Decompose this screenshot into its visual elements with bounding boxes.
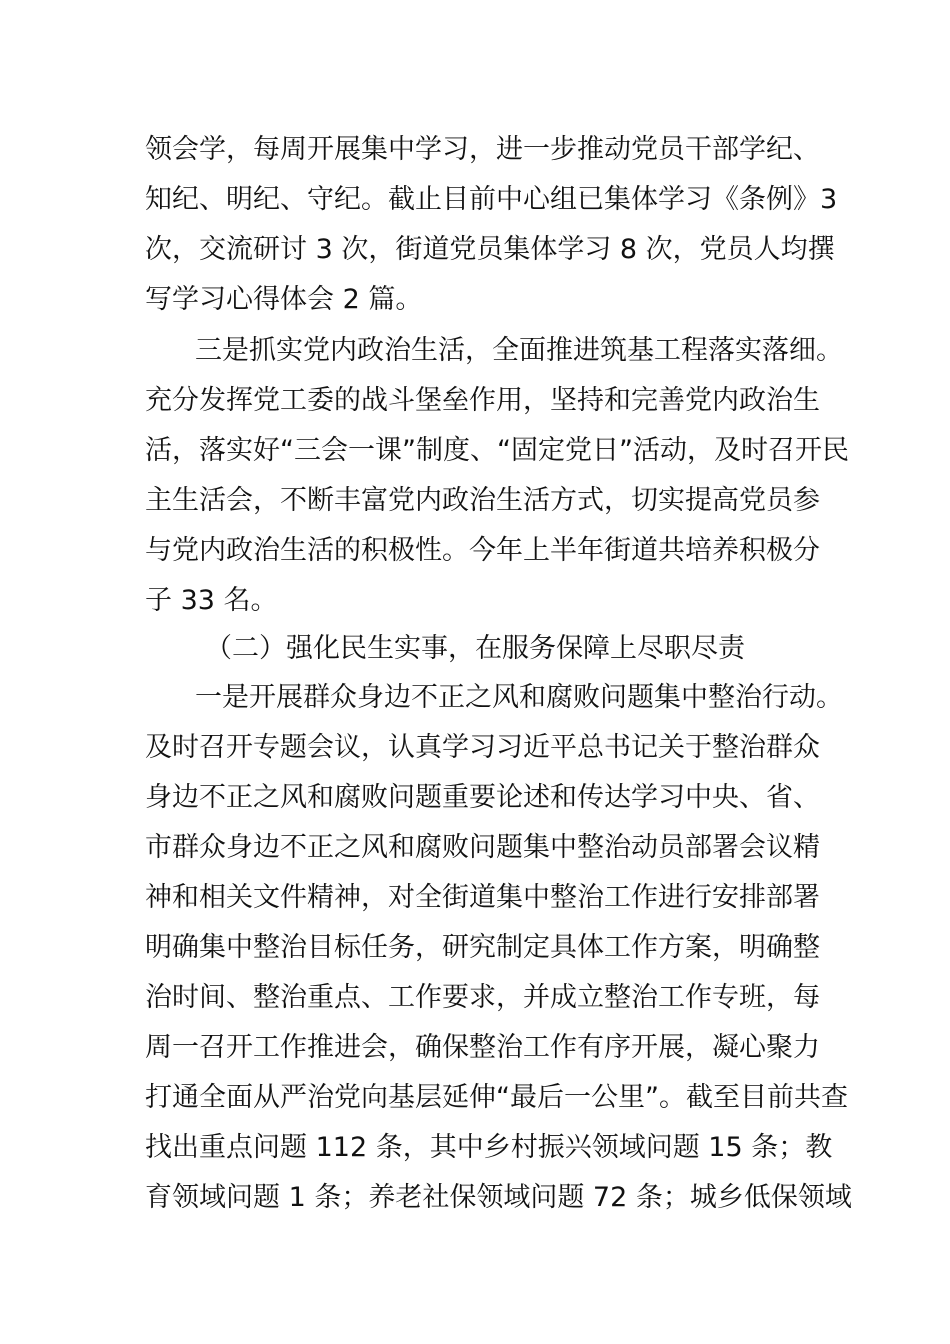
paragraph-line: 充分发挥党工委的战斗堡垒作用，坚持和完善党内政治生 bbox=[145, 385, 820, 416]
paragraph-line: 及时召开专题会议，认真学习习近平总书记关于整治群众 bbox=[145, 732, 820, 763]
paragraph-line: 找出重点问题 112 条，其中乡村振兴领域问题 15 条；教 bbox=[145, 1132, 833, 1163]
paragraph-line: 主生活会，不断丰富党内政治生活方式，切实提高党员参 bbox=[145, 485, 820, 516]
paragraph-line: 育领域问题 1 条；养老社保领域问题 72 条；城乡低保领域 bbox=[145, 1182, 852, 1213]
paragraph-line: 市群众身边不正之风和腐败问题集中整治动员部署会议精 bbox=[145, 832, 820, 863]
paragraph-first-line: 三是抓实党内政治生活，全面推进筑基工程落实落细。 bbox=[195, 335, 843, 366]
paragraph-line: 活，落实好“三会一课”制度、“固定党日”活动，及时召开民 bbox=[145, 435, 849, 466]
paragraph-line: 打通全面从严治党向基层延伸“最后一公里”。截至目前共查 bbox=[145, 1082, 848, 1113]
section-heading: （二）强化民生实事，在服务保障上尽职尽责 bbox=[205, 633, 745, 664]
paragraph-line: 次，交流研讨 3 次，街道党员集体学习 8 次，党员人均撰 bbox=[145, 234, 835, 265]
paragraph-line: 领会学，每周开展集中学习，进一步推动党员干部学纪、 bbox=[145, 134, 820, 165]
paragraph-line: 写学习心得体会 2 篇。 bbox=[145, 284, 423, 315]
paragraph-line: 治时间、整治重点、工作要求，并成立整治工作专班，每 bbox=[145, 982, 820, 1013]
paragraph-line: 身边不正之风和腐败问题重要论述和传达学习中央、省、 bbox=[145, 782, 820, 813]
paragraph-line: 明确集中整治目标任务，研究制定具体工作方案，明确整 bbox=[145, 932, 820, 963]
paragraph-line: 与党内政治生活的积极性。今年上半年街道共培养积极分 bbox=[145, 535, 820, 566]
paragraph-line: 周一召开工作推进会，确保整治工作有序开展，凝心聚力 bbox=[145, 1032, 820, 1063]
paragraph-line: 知纪、明纪、守纪。截止目前中心组已集体学习《条例》3 bbox=[145, 184, 838, 215]
paragraph-line: 神和相关文件精神，对全街道集中整治工作进行安排部署 bbox=[145, 882, 820, 913]
paragraph-first-line: 一是开展群众身边不正之风和腐败问题集中整治行动。 bbox=[195, 682, 843, 713]
paragraph-line: 子 33 名。 bbox=[145, 585, 278, 616]
